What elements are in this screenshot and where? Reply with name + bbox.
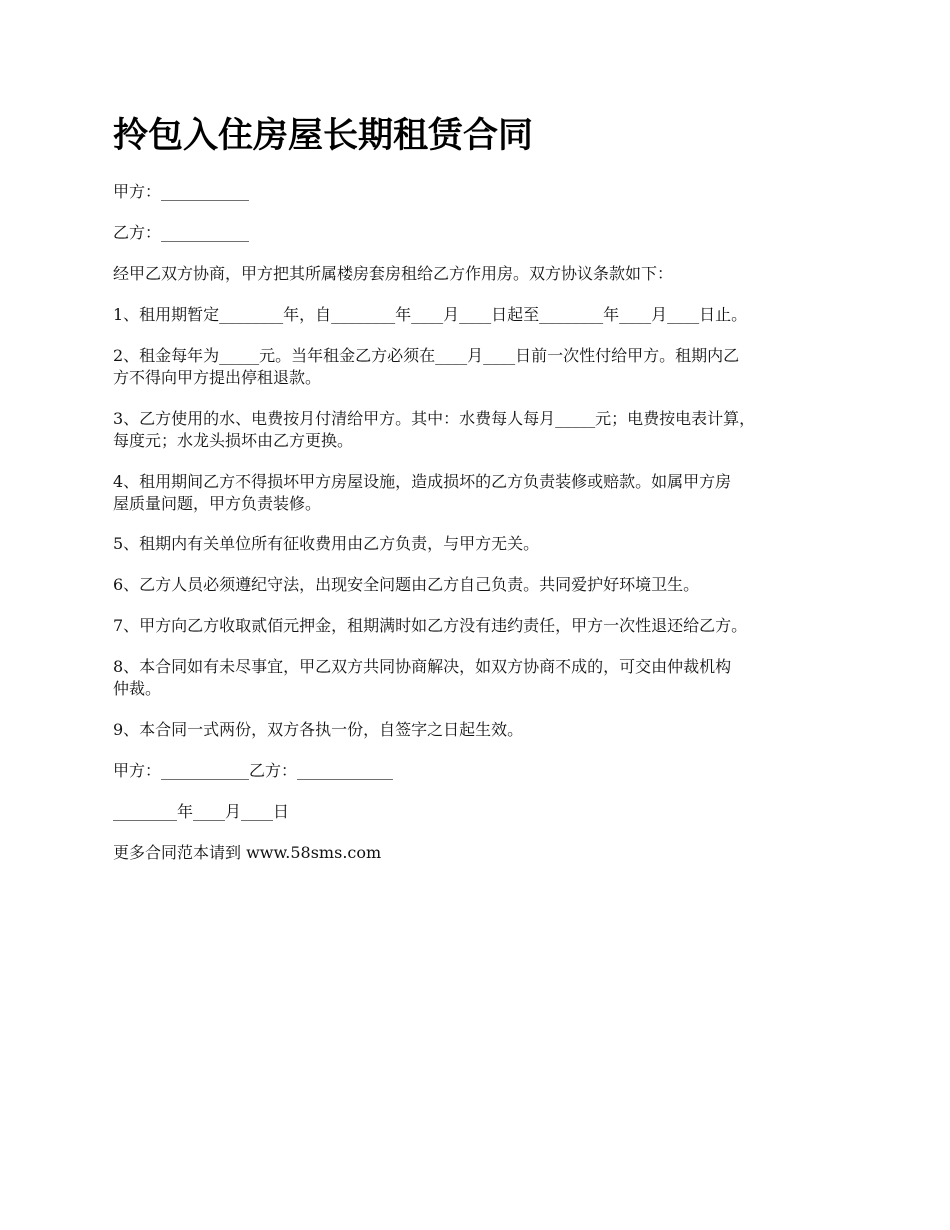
- clause-line: 8、本合同如有未尽事宜，甲乙双方共同协商解决，如双方协商不成的，可交由仲裁机构: [113, 657, 732, 676]
- clause-line: 6、乙方人员必须遵纪守法，出现安全问题由乙方自己负责。共同爱护好环境卫生。: [113, 575, 700, 594]
- clause-8: [113, 656, 858, 700]
- clause-line: 5、租期内有关单位所有征收费用由乙方负责，与甲方无关。: [113, 534, 540, 553]
- clause-7: [113, 615, 858, 637]
- clause-6: [113, 574, 858, 596]
- document-title: 拎包入住房屋长期租赁合同: [113, 116, 534, 156]
- clause-line: 屋质量问题，甲方负责装修。: [113, 494, 322, 513]
- party-a-line: 甲方：___________: [113, 182, 250, 201]
- clause-line: 3、乙方使用的水、电费按月付清给甲方。其中：水费每人每月_____元；电费按电表计算，: [113, 409, 756, 428]
- clause-line: 4、租用期间乙方不得损坏甲方房屋设施，造成损坏的乙方负责装修或赔款。如属甲方房: [113, 472, 732, 491]
- intro-paragraph: 经甲乙双方协商，甲方把其所属楼房套房租给乙方作用房。双方协议条款如下：: [113, 264, 674, 283]
- date-line: ________年____月____日: [113, 802, 290, 821]
- clause-5: [113, 533, 858, 555]
- signature-line: 甲方：___________乙方：____________: [113, 761, 394, 780]
- clause-line: 9、本合同一式两份，双方各执一份，自签字之日起生效。: [113, 720, 524, 739]
- clause-1: [113, 304, 858, 326]
- clause-line: 方不得向甲方提出停租退款。: [113, 368, 322, 387]
- footer-note: 更多合同范本请到 www.58sms.com: [113, 843, 382, 862]
- clause-4: [113, 471, 858, 515]
- clause-line: 1、租用期暂定________年，自________年____月____日起至________年____月____日止。: [113, 305, 748, 324]
- clause-line: 7、甲方向乙方收取贰佰元押金，租期满时如乙方没有违约责任，甲方一次性退还给乙方。: [113, 616, 748, 635]
- clause-line: 2、租金每年为_____元。当年租金乙方必须在____月____日前一次性付给甲方。租期内乙: [113, 346, 740, 365]
- clause-line: 仲裁。: [113, 679, 162, 698]
- clause-2: [113, 345, 858, 389]
- clause-line: 每度元；水龙头损坏由乙方更换。: [113, 431, 354, 450]
- clause-3: [113, 408, 858, 452]
- clause-9: [113, 719, 858, 741]
- party-b-line: 乙方：___________: [113, 223, 250, 242]
